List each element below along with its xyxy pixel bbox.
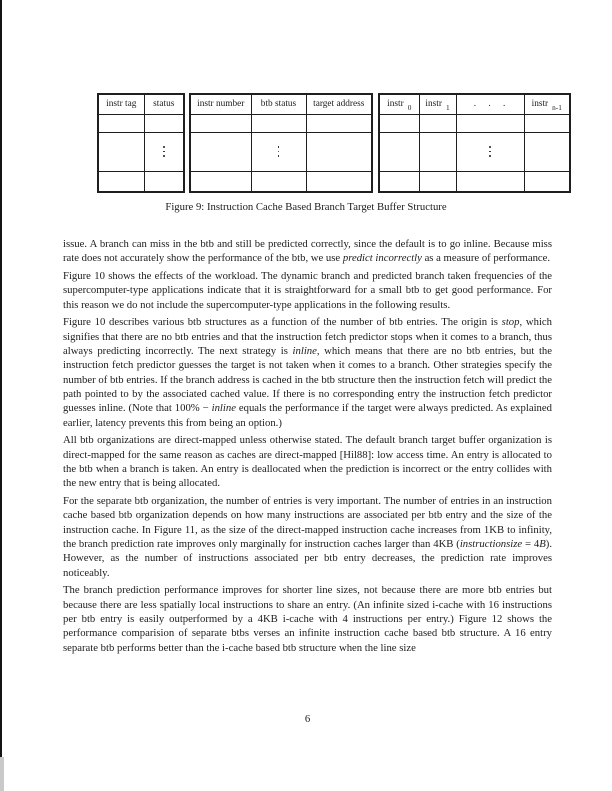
btb-entry-table-grid: [189, 93, 373, 193]
table-cell: [456, 114, 524, 132]
figure-caption: Figure 9: Instruction Cache Based Branch Target Buffer Structure: [165, 201, 447, 213]
table-cell: [379, 132, 419, 171]
table-cell: [306, 132, 372, 171]
table-row: [379, 114, 570, 132]
text-run: All btb organizations are direct-mapped unless otherwise stated. The default branch target buffer organization is direct-mapped for the same reason as caches are direct-mapped [Hil88]: low access time. An entry is allocated to the btb when a branch is taken. An entry is deallocated when the prediction is incorrect or the entry collides with the new entry that is being allocated.: [63, 434, 552, 490]
column-header: [306, 94, 372, 114]
column-header-label: instr number: [197, 99, 245, 110]
icache-line-table: [378, 93, 571, 193]
table-cell: [190, 132, 251, 171]
table-row: [379, 132, 570, 171]
table-cell: [251, 132, 306, 171]
table-cell: [524, 171, 570, 192]
column-header: [379, 94, 419, 114]
scan-smudge-artifact: [0, 757, 4, 791]
text-run: equals the performance if the target were always predicted. As explained earlier, latency prevents this from being an option.): [63, 402, 552, 429]
column-header: [419, 94, 456, 114]
paragraph-6: [63, 583, 552, 654]
text-run: issue. A branch can miss in the btb and still be predicted correctly, since the default is to go inline. Because miss rate does not accurately show the performance of the btb, we use: [63, 238, 552, 265]
column-header-label: instr tag: [106, 99, 137, 110]
table-cell: [456, 171, 524, 192]
table-cell: [524, 114, 570, 132]
paragraph-4: [63, 433, 552, 490]
body-text: [63, 237, 552, 658]
text-run: For the separate btb organization, the number of entries is very important. The number of entries in an instruction cache based btb organization depends on how many instructions are associated per btb entry and the size of the instruction cache. In Figure 11, as the size of the direct-mapped instruction cache increases from 1KB to infinity, the branch prediction rate improves only marginally for instruction caches larger than 4KB (: [63, 495, 552, 550]
column-header: [456, 94, 524, 114]
text-run: = 4: [522, 537, 540, 550]
table-cell: [419, 114, 456, 132]
table-cell: [190, 114, 251, 132]
column-header-label: instr: [387, 99, 404, 110]
table-cell: [306, 171, 372, 192]
btb-entry-table: [189, 93, 373, 193]
table-cell: [524, 132, 570, 171]
table-cell: [306, 114, 372, 132]
italic-text-run: stop: [501, 316, 520, 329]
page-number: 6: [304, 713, 311, 725]
table-row: [98, 132, 184, 171]
italic-text-run: instructionsize: [459, 537, 523, 550]
text-run: ). However, as the number of instructions associated per btb entry decreases, the prediction rate improves noticeably.: [63, 537, 553, 579]
text-run: The branch prediction performance improves for shorter line sizes, not because there are more btb entries but because there are less spatially local instructions to share an entry. (An infinite sized i-cache with 16 instructions per btb entry is easily outperformed by a 4KB i-cache with 4 instructions per entry.) Figure 12 shows the performance comparision of separate btbs verses an infinite instruction cache based btb structure. A 16 entry separate btb performs better than the i-cache based btb structure when the line size: [63, 584, 552, 654]
table-cell: [144, 132, 184, 171]
column-header: [190, 94, 251, 114]
column-header-label: btb status: [260, 99, 297, 110]
column-header: [524, 94, 570, 114]
column-header: [144, 94, 184, 114]
table-cell: [379, 114, 419, 132]
table-cell: [144, 114, 184, 132]
column-header-subscript: 1: [445, 102, 450, 112]
text-run: , which signifies that there are no btb entries and that the instruction fetch predictor stops when it comes to a branch, thus always predicting incorrectly. The next strategy is: [63, 316, 552, 358]
italic-text-run: inline: [211, 402, 236, 415]
table-row: [98, 114, 184, 132]
column-header-subscript: n-1: [552, 102, 562, 112]
text-run: Figure 10 shows the effects of the workload. The dynamic branch and predicted branch taken frequencies of the supercomputer-type applications indicate that it is straightforward for a small btb to get good performance. For this reason we do not include the supercomputer-type applications in the following results.: [63, 270, 552, 311]
column-header-label: status: [153, 99, 175, 110]
italic-text-run: B: [539, 537, 546, 550]
column-header-label: instr: [425, 99, 442, 110]
table-row: [98, 171, 184, 192]
column-header: [251, 94, 306, 114]
figure-9: [0, 93, 612, 197]
column-header-label: . . .: [473, 99, 507, 110]
table-row: [190, 114, 372, 132]
column-header-label: instr: [531, 99, 549, 110]
paragraph-3: [63, 315, 552, 429]
column-header-label: target address: [313, 99, 365, 110]
text-run: , which means that there are no btb entries, but the instruction fetch predictor guesses the target is not taken when it comes to a branch. Other strategies specify the number of btb entries. If the branch address is cached in the btb structure then the instruction fetch will predict the path pointed to by the associated cached value. If there is no corresponding entry the instruction fetch predictor guesses inline. (Note that 100% −: [63, 345, 552, 415]
italic-text-run: predict incorrectly: [342, 252, 422, 265]
paragraph-2: [63, 269, 552, 312]
column-header-subscript: 0: [407, 102, 412, 112]
table-cell: [98, 132, 144, 171]
btb-tag-table: [97, 93, 185, 193]
table-cell: [98, 171, 144, 192]
italic-text-run: inline: [292, 345, 317, 358]
icache-line-table-grid: [378, 93, 571, 193]
paragraph-5: [63, 494, 552, 580]
table-cell: [190, 171, 251, 192]
table-row: [379, 171, 570, 192]
vertical-ellipsis: [145, 146, 184, 157]
table-cell: [419, 132, 456, 171]
text-run: Figure 10 describes various btb structures as a function of the number of btb entries. The origin is: [63, 316, 502, 329]
table-cell: [251, 114, 306, 132]
btb-tag-table-grid: [97, 93, 185, 193]
table-cell: [379, 171, 419, 192]
paragraph-1: [63, 237, 552, 266]
table-row: [190, 132, 372, 171]
vertical-ellipsis: [457, 146, 524, 157]
table-cell: [144, 171, 184, 192]
table-cell: [456, 132, 524, 171]
text-run: as a measure of performance.: [421, 252, 551, 265]
table-cell: [419, 171, 456, 192]
column-header: [98, 94, 144, 114]
table-row: [190, 171, 372, 192]
vertical-ellipsis: [252, 146, 306, 157]
table-cell: [98, 114, 144, 132]
table-cell: [251, 171, 306, 192]
